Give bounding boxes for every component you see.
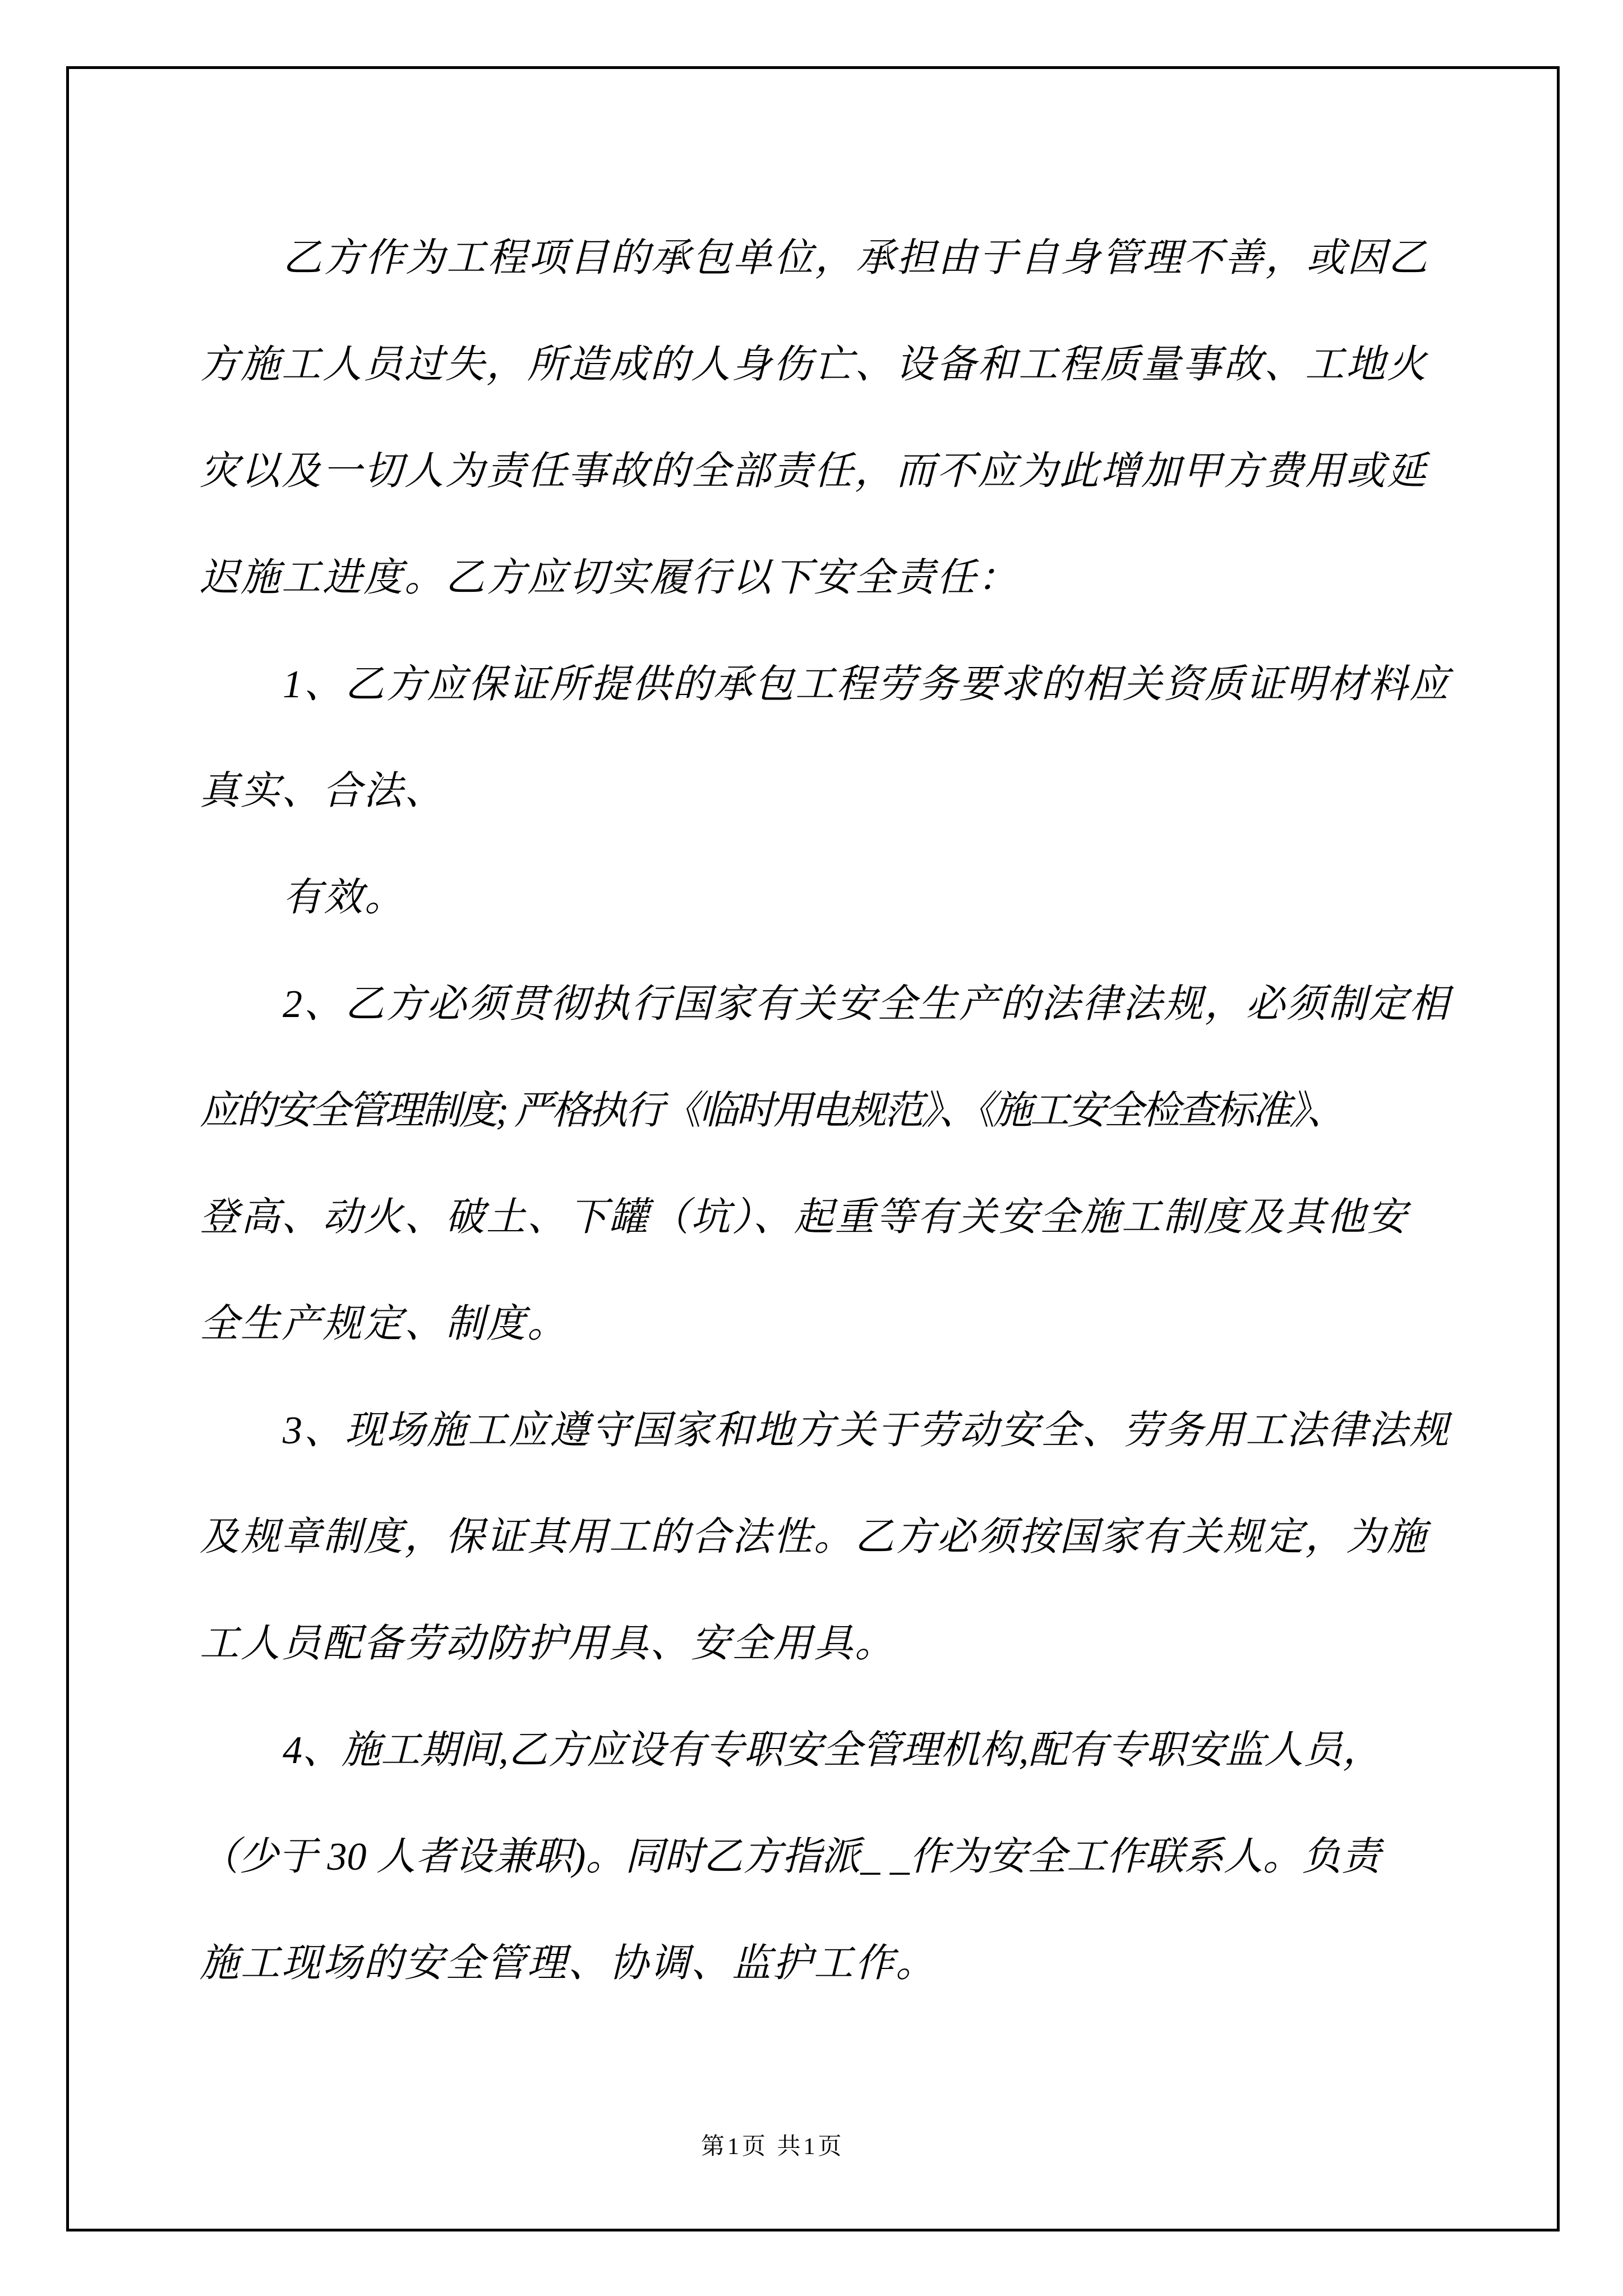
doc-line: 登高、动火、破土、下罐（坑）、起重等有关安全施工制度及其他安 [200, 1196, 1408, 1239]
doc-line: 工人员配备劳动防护用具、安全用具。 [200, 1622, 896, 1665]
doc-line: 及规章制度，保证其用工的合法性。乙方必须按国家有关规定，为施 [200, 1516, 1428, 1559]
doc-line: 3、现场施工应遵守国家和地方关于劳动安全、劳务用工法律法规 [283, 1409, 1450, 1452]
page-footer: 第1页 共1页 [701, 2134, 845, 2160]
doc-line: 真实、合法、 [200, 770, 445, 813]
doc-line: 乙方作为工程项目的承包单位，承担由于自身管理不善，或因乙 [283, 237, 1429, 280]
doc-line: 迟施工进度。乙方应切实履行以下安全责任： [200, 556, 1018, 600]
document-body [200, 205, 1450, 2017]
doc-line: 2、乙方必须贯彻执行国家有关安全生产的法律法规，必须制定相 [283, 983, 1450, 1026]
doc-line: 有效。 [283, 876, 405, 919]
doc-line: 全生产规定、制度。 [200, 1303, 568, 1346]
doc-line: 4、施工期间,乙方应设有专职安全管理机构,配有专职安监人员， [283, 1729, 1382, 1772]
doc-line: 应的安全管理制度; 严格执行《临时用电规范》、《施工安全检查标准》、 [200, 1089, 1344, 1133]
doc-line: 施工现场的安全管理、协调、监护工作。 [200, 1942, 937, 1985]
doc-line: 1、乙方应保证所提供的承包工程劳务要求的相关资质证明材料应 [283, 663, 1450, 706]
doc-line: 灾以及一切人为责任事故的全部责任，而不应为此增加甲方费用或延 [200, 450, 1428, 493]
doc-line: 方施工人员过失，所造成的人身伤亡、设备和工程质量事故、工地火 [200, 343, 1428, 386]
doc-line: （少于 30 人者设兼职)。同时乙方指派_ _作为安全工作联系人。负责 [200, 1835, 1381, 1879]
